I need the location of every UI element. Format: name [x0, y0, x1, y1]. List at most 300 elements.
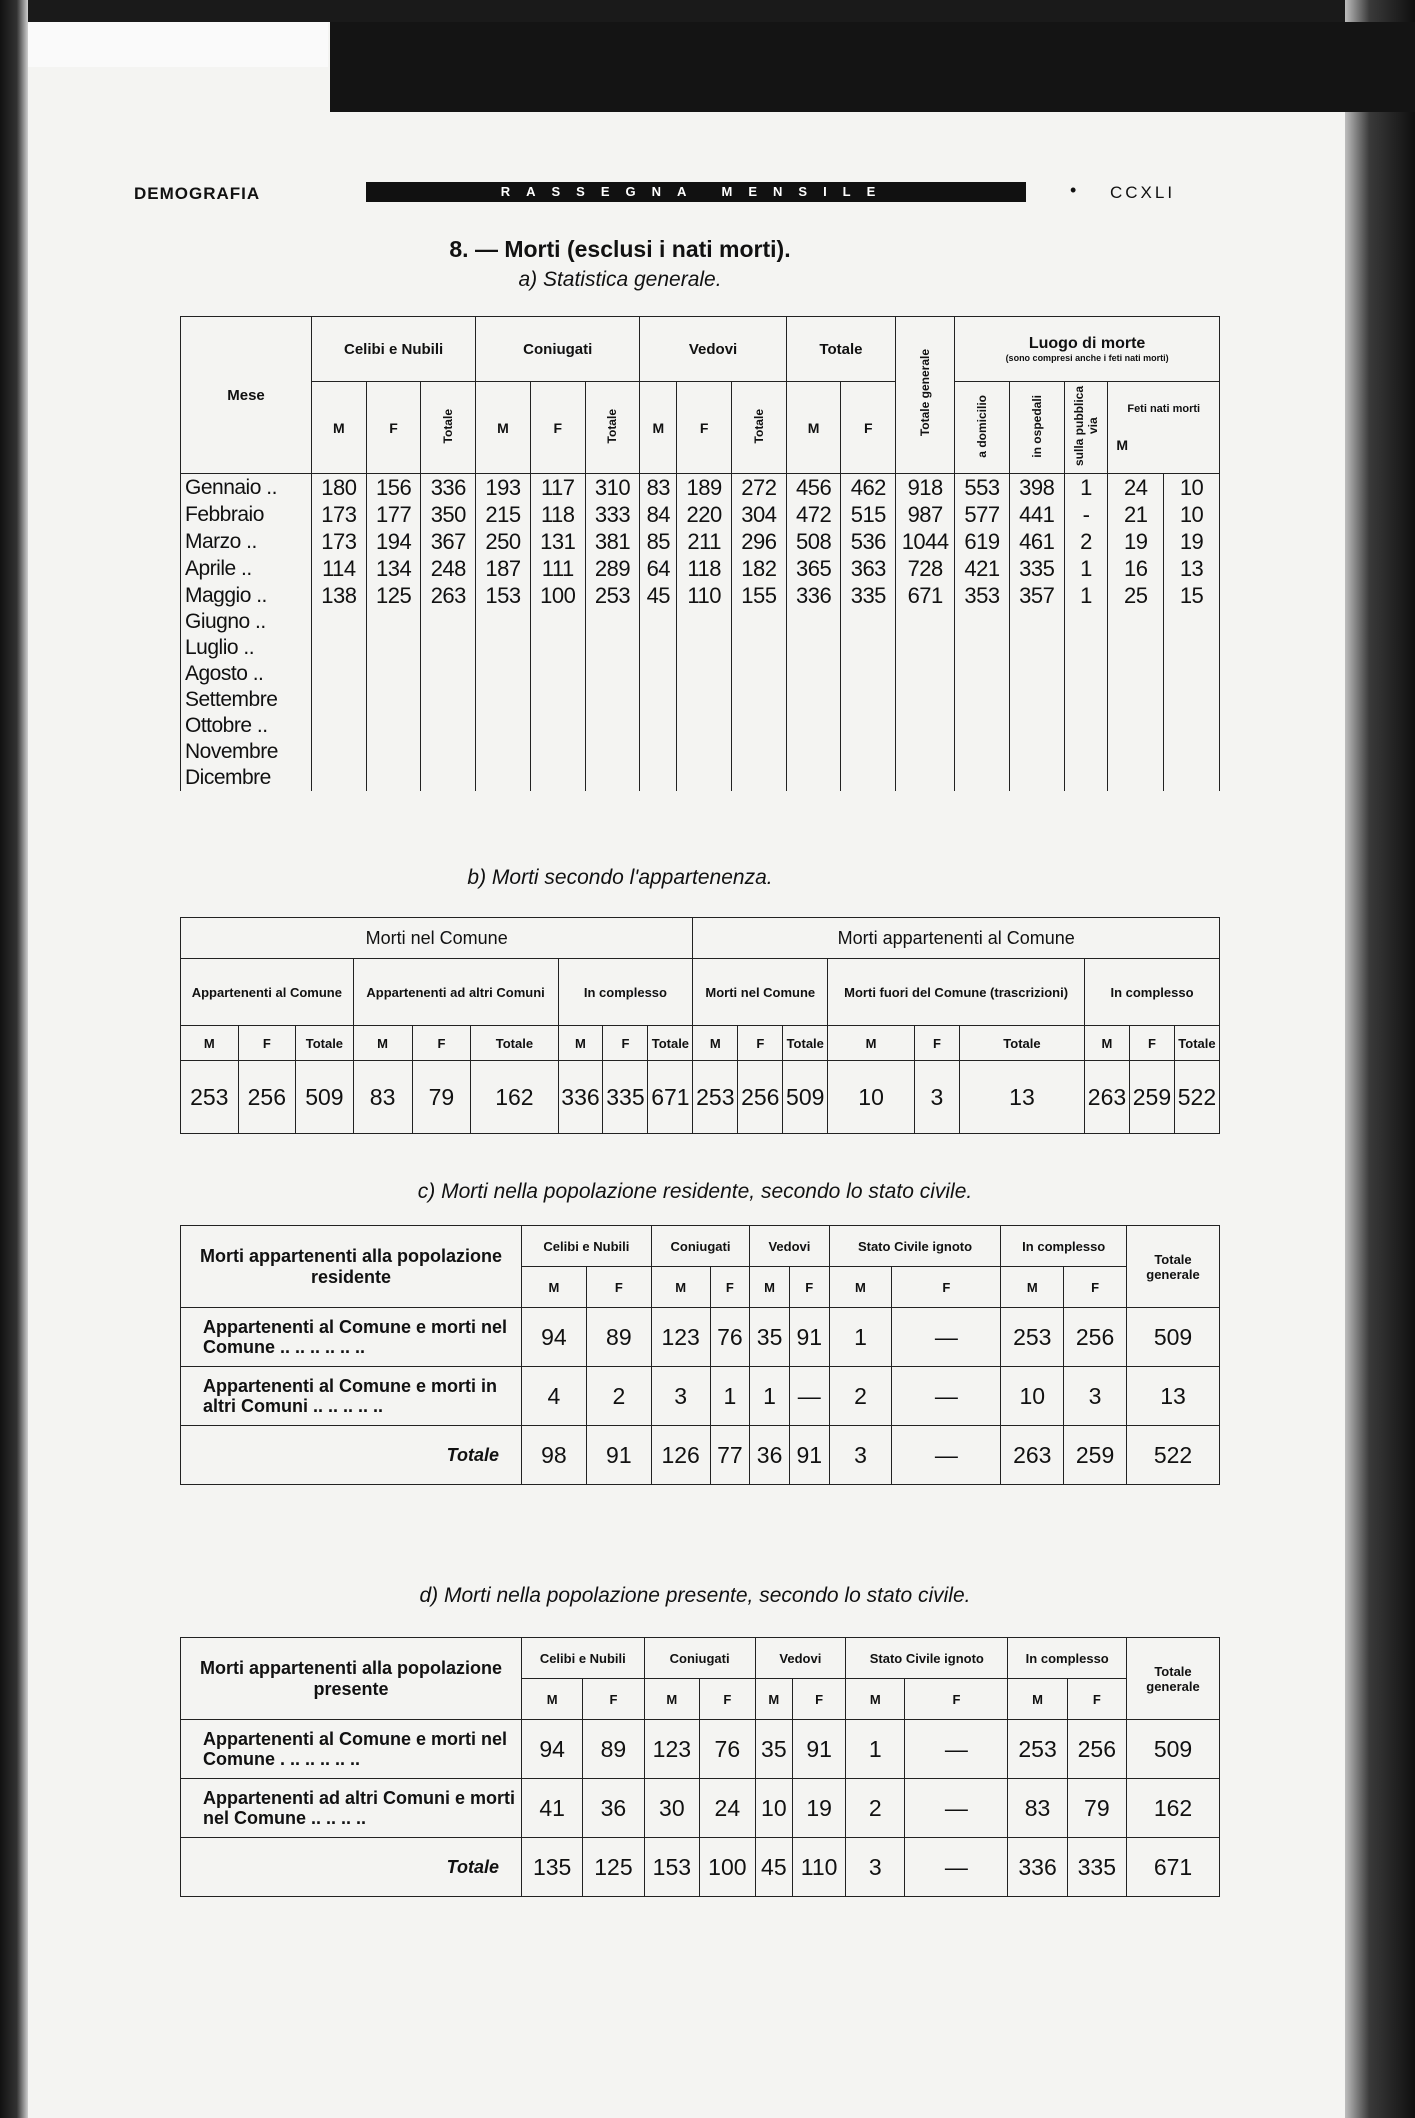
table-cell: 671 [896, 582, 955, 609]
table-cell: 363 [841, 555, 896, 582]
table-cell: 15 [1164, 582, 1220, 609]
table-cell: 2 [586, 1367, 651, 1426]
table-cell [640, 765, 677, 791]
table-cell: 263 [1001, 1426, 1064, 1485]
h-c-vedovi: Vedovi [750, 1226, 829, 1267]
table-cell [841, 635, 896, 661]
table-a-body [181, 474, 1220, 792]
table-cell: 126 [651, 1426, 710, 1485]
h-m: M [1008, 1679, 1067, 1720]
h-m: M [693, 1026, 738, 1061]
table-cell [1009, 713, 1064, 739]
h-c-coniugati: Coniugati [651, 1226, 749, 1267]
table-cell [841, 687, 896, 713]
table-cell: 77 [710, 1426, 750, 1485]
table-cell [530, 635, 585, 661]
month-label: Aprile .. [181, 555, 312, 582]
table-cell: 336 [1008, 1838, 1067, 1897]
journal-band: RASSEGNA MENSILE [366, 182, 1026, 202]
table-cell [677, 765, 732, 791]
row-label: Appartenenti al Comune e morti nel Comune . .. .. .. .. .. [181, 1720, 522, 1779]
table-cell: 304 [732, 501, 787, 528]
page-title: 8. — Morti (esclusi i nati morti). [449, 236, 791, 262]
table-cell: 522 [1174, 1061, 1219, 1134]
h-f: F [738, 1026, 783, 1061]
table-cell [312, 765, 367, 791]
table-cell: 10 [828, 1061, 915, 1134]
table-cell: 256 [738, 1061, 783, 1134]
table-cell [732, 635, 787, 661]
table-cell: 111 [530, 555, 585, 582]
table-cell [312, 609, 367, 635]
table-cell: 522 [1127, 1426, 1220, 1485]
table-cell: 79 [412, 1061, 471, 1134]
table-cell: 553 [955, 474, 1010, 502]
month-label: Giugno .. [181, 609, 312, 635]
table-cell: 91 [586, 1426, 651, 1485]
h-m: M [846, 1679, 905, 1720]
table-cell [476, 661, 531, 687]
table-cell [366, 687, 421, 713]
table-cell: — [905, 1720, 1008, 1779]
table-cell: 110 [677, 582, 732, 609]
table-cell [896, 739, 955, 765]
table-cell [1108, 713, 1164, 739]
h-app-altri: Appartenenti ad altri Comuni [353, 959, 558, 1026]
table-cell [732, 661, 787, 687]
table-cell: 272 [732, 474, 787, 502]
table-cell [312, 713, 367, 739]
luogo-note: (sono compresi anche i feti nati morti) [1005, 353, 1169, 363]
h-c-ignoto: Stato Civile ignoto [829, 1226, 1001, 1267]
table-cell: 1 [1064, 582, 1108, 609]
table-cell: 10 [1001, 1367, 1064, 1426]
table-cell [476, 739, 531, 765]
table-cell: 162 [471, 1061, 558, 1134]
h-vedovi-tot: Totale [732, 382, 787, 474]
table-cell [585, 661, 640, 687]
total-row [181, 1426, 1220, 1485]
table-cell [786, 635, 841, 661]
table-cell: 3 [651, 1367, 710, 1426]
h-f: F [1129, 1026, 1174, 1061]
table-cell: 336 [786, 582, 841, 609]
table-cell: 13 [959, 1061, 1084, 1134]
table-cell [732, 713, 787, 739]
table-cell: 194 [366, 528, 421, 555]
h-c-celibi: Celibi e Nubili [522, 1226, 652, 1267]
h-residente: Morti appartenenti alla popolazione residente [181, 1226, 522, 1308]
table-cell [366, 739, 421, 765]
table-cell: 100 [530, 582, 585, 609]
table-cell [1064, 687, 1108, 713]
table-cell: 1 [846, 1720, 905, 1779]
table-cell [312, 687, 367, 713]
table-cell [1164, 661, 1220, 687]
table-cell: - [1064, 501, 1108, 528]
table-cell: 76 [700, 1720, 756, 1779]
table-cell [640, 661, 677, 687]
table-cell [366, 635, 421, 661]
table-cell [1108, 609, 1164, 635]
table-cell: 1 [1064, 474, 1108, 502]
table-cell [585, 635, 640, 661]
table-cell [1108, 635, 1164, 661]
table-cell [841, 739, 896, 765]
h-m: M [558, 1026, 603, 1061]
h-tot: Totale [959, 1026, 1084, 1061]
h-m: M [522, 1679, 583, 1720]
table-row [181, 1720, 1220, 1779]
table-cell: 509 [1127, 1720, 1220, 1779]
table-cell: — [892, 1426, 1001, 1485]
h-f: F [789, 1267, 829, 1308]
table-cell: 155 [732, 582, 787, 609]
table-cell [530, 765, 585, 791]
table-cell [585, 739, 640, 765]
table-cell [1164, 687, 1220, 713]
table-cell [585, 765, 640, 791]
month-label: Novembre [181, 739, 312, 765]
table-cell [366, 661, 421, 687]
month-label: Gennaio .. [181, 474, 312, 502]
month-label: Dicembre [181, 765, 312, 791]
table-cell [530, 687, 585, 713]
table-cell [1009, 609, 1064, 635]
table-cell: 182 [732, 555, 787, 582]
h-morti-nel-comune: Morti nel Comune [181, 918, 693, 959]
table-cell [1064, 635, 1108, 661]
table-cell: 173 [312, 501, 367, 528]
table-cell [786, 713, 841, 739]
table-cell: 2 [846, 1779, 905, 1838]
h-f: F [793, 1679, 846, 1720]
table-cell: 76 [710, 1308, 750, 1367]
table-cell: 472 [786, 501, 841, 528]
scan-border-left [0, 0, 28, 2118]
table-row [181, 687, 1220, 713]
table-cell: 253 [585, 582, 640, 609]
table-cell: 177 [366, 501, 421, 528]
table-cell [1009, 635, 1064, 661]
table-cell [955, 687, 1010, 713]
total-label: Totale [181, 1426, 522, 1485]
table-cell [421, 713, 476, 739]
table-cell [476, 635, 531, 661]
table-cell: 381 [585, 528, 640, 555]
table-cell: 336 [421, 474, 476, 502]
table-c-body [181, 1308, 1220, 1485]
table-cell: 256 [238, 1061, 296, 1134]
table-cell [677, 713, 732, 739]
table-cell: — [892, 1367, 1001, 1426]
table-cell: 123 [644, 1720, 700, 1779]
table-cell [366, 609, 421, 635]
month-label: Maggio .. [181, 582, 312, 609]
table-cell: 10 [1164, 474, 1220, 502]
table-cell: 19 [793, 1779, 846, 1838]
page-number: CCXLI [1110, 183, 1176, 202]
table-cell [1064, 765, 1108, 791]
table-cell: 508 [786, 528, 841, 555]
table-cell: 353 [955, 582, 1010, 609]
table-cell: 365 [786, 555, 841, 582]
table-cell: 253 [1008, 1720, 1067, 1779]
table-cell [1009, 765, 1064, 791]
table-cell [312, 661, 367, 687]
table-cell [1164, 739, 1220, 765]
table-b-mf-row [181, 1026, 1220, 1061]
h-c-totale-generale: Totale generale [1127, 1226, 1220, 1308]
table-row [181, 713, 1220, 739]
h-m: M [828, 1026, 915, 1061]
table-cell: — [789, 1367, 829, 1426]
table-row [181, 1308, 1220, 1367]
table-cell [896, 765, 955, 791]
table-cell: 350 [421, 501, 476, 528]
table-cell [1009, 687, 1064, 713]
col-totale-generale: Totale generale [896, 317, 955, 474]
table-cell: 10 [1164, 501, 1220, 528]
table-row [181, 555, 1220, 582]
table-presente [180, 1637, 1220, 1897]
table-cell: 117 [530, 474, 585, 502]
table-cell: 671 [1127, 1838, 1220, 1897]
month-label: Settembre [181, 687, 312, 713]
table-cell: — [892, 1308, 1001, 1367]
table-cell: 36 [583, 1779, 644, 1838]
h-in-complesso-2: In complesso [1085, 959, 1220, 1026]
table-cell [366, 765, 421, 791]
table-cell: 333 [585, 501, 640, 528]
table-cell [786, 661, 841, 687]
table-cell: 918 [896, 474, 955, 502]
table-cell: 64 [640, 555, 677, 582]
h-ospedali: in ospedali [1009, 382, 1064, 474]
col-totale: Totale [786, 317, 895, 382]
h-celibi-m: M [312, 382, 367, 474]
h-m: M [181, 1026, 239, 1061]
col-mese: Mese [181, 317, 312, 474]
month-label: Luglio .. [181, 635, 312, 661]
table-row [181, 528, 1220, 555]
table-cell: 253 [181, 1061, 239, 1134]
table-row [181, 474, 1220, 502]
table-row [181, 661, 1220, 687]
total-label: Totale [181, 1838, 522, 1897]
table-cell: 357 [1009, 582, 1064, 609]
table-cell: 83 [353, 1061, 412, 1134]
table-cell: 89 [583, 1720, 644, 1779]
h-morti-nel: Morti nel Comune [693, 959, 828, 1026]
h-m: M [1085, 1026, 1130, 1061]
table-cell: 536 [841, 528, 896, 555]
row-label: Appartenenti ad altri Comuni e morti nel Comune .. .. .. .. [181, 1779, 522, 1838]
table-cell: 13 [1127, 1367, 1220, 1426]
h-m: M [1001, 1267, 1064, 1308]
table-cell: 3 [914, 1061, 959, 1134]
table-cell [677, 661, 732, 687]
table-cell: — [905, 1779, 1008, 1838]
table-cell [1164, 609, 1220, 635]
table-cell: 10 [755, 1779, 792, 1838]
month-label: Ottobre .. [181, 713, 312, 739]
table-row [181, 609, 1220, 635]
h-tot: Totale [648, 1026, 693, 1061]
section-a-title: a) Statistica generale. [518, 268, 722, 291]
table-cell: 461 [1009, 528, 1064, 555]
table-cell [640, 739, 677, 765]
table-cell [366, 713, 421, 739]
table-cell [896, 609, 955, 635]
table-cell: 35 [755, 1720, 792, 1779]
table-cell: 94 [522, 1720, 583, 1779]
table-cell: 118 [677, 555, 732, 582]
table-cell [786, 609, 841, 635]
table-cell: 45 [640, 582, 677, 609]
h-presente: Morti appartenenti alla popolazione presente [181, 1638, 522, 1720]
table-cell [1064, 609, 1108, 635]
h-tot: Totale [1174, 1026, 1219, 1061]
table-cell [896, 713, 955, 739]
table-cell: 398 [1009, 474, 1064, 502]
table-cell: 100 [700, 1838, 756, 1897]
h-f: F [1064, 1267, 1127, 1308]
table-cell [841, 661, 896, 687]
h-f: F [914, 1026, 959, 1061]
month-label: Marzo .. [181, 528, 312, 555]
table-cell: 259 [1064, 1426, 1127, 1485]
table-cell: 441 [1009, 501, 1064, 528]
total-row [181, 1838, 1220, 1897]
table-cell [786, 687, 841, 713]
table-cell [640, 609, 677, 635]
h-tot: Totale [296, 1026, 354, 1061]
table-cell [476, 713, 531, 739]
h-c-complesso: In complesso [1001, 1226, 1127, 1267]
table-cell: 253 [693, 1061, 738, 1134]
table-cell [476, 765, 531, 791]
feti-label: Feti nati morti [1127, 402, 1201, 415]
table-cell: 110 [793, 1838, 846, 1897]
h-totale-m: M [786, 382, 841, 474]
table-cell: 16 [1108, 555, 1164, 582]
table-cell: 256 [1064, 1308, 1127, 1367]
table-cell: 187 [476, 555, 531, 582]
table-cell [955, 765, 1010, 791]
table-cell: 24 [700, 1779, 756, 1838]
table-cell: 987 [896, 501, 955, 528]
table-row [181, 1367, 1220, 1426]
table-cell [786, 765, 841, 791]
h-m: M [651, 1267, 710, 1308]
h-f: F [238, 1026, 296, 1061]
table-cell [530, 661, 585, 687]
scan-paper-corner [28, 22, 328, 67]
h-celibi-f: F [366, 382, 421, 474]
table-cell [585, 713, 640, 739]
table-cell [677, 609, 732, 635]
h-f: F [412, 1026, 471, 1061]
table-cell [312, 739, 367, 765]
h-coniugati-m: M [476, 382, 531, 474]
table-cell [640, 687, 677, 713]
table-cell [677, 687, 732, 713]
month-label: Febbraio [181, 501, 312, 528]
h-f: F [1067, 1679, 1126, 1720]
h-f: F [586, 1267, 651, 1308]
table-cell [312, 635, 367, 661]
table-cell: 91 [789, 1308, 829, 1367]
table-cell: 36 [750, 1426, 790, 1485]
table-cell [841, 713, 896, 739]
table-cell: 335 [1067, 1838, 1126, 1897]
h-f: F [583, 1679, 644, 1720]
table-cell: 189 [677, 474, 732, 502]
h-m: M [829, 1267, 892, 1308]
table-cell [1009, 661, 1064, 687]
h-d-complesso: In complesso [1008, 1638, 1127, 1679]
table-cell [732, 687, 787, 713]
table-cell [530, 609, 585, 635]
table-cell [896, 661, 955, 687]
h-d-vedovi: Vedovi [755, 1638, 846, 1679]
table-cell: 125 [366, 582, 421, 609]
feti-m: M [1116, 436, 1129, 453]
table-row [181, 501, 1220, 528]
month-label: Agosto .. [181, 661, 312, 687]
table-cell: 114 [312, 555, 367, 582]
luogo-title: Luogo di morte [1028, 335, 1146, 352]
table-cell: 577 [955, 501, 1010, 528]
h-m: M [750, 1267, 790, 1308]
table-cell: 456 [786, 474, 841, 502]
table-d-body [181, 1720, 1220, 1897]
h-via: sulla pubblica via [1064, 382, 1108, 474]
table-cell [955, 713, 1010, 739]
table-cell [677, 739, 732, 765]
table-cell: 619 [955, 528, 1010, 555]
table-cell [530, 713, 585, 739]
table-cell: 94 [522, 1308, 587, 1367]
table-cell: 515 [841, 501, 896, 528]
table-row [181, 582, 1220, 609]
h-m: M [755, 1679, 792, 1720]
h-f: F [710, 1267, 750, 1308]
table-statistica-generale [180, 316, 1220, 791]
table-cell [1064, 739, 1108, 765]
h-feti [1108, 382, 1220, 474]
table-cell [896, 635, 955, 661]
table-cell: 156 [366, 474, 421, 502]
table-cell: 1 [1064, 555, 1108, 582]
table-cell: 335 [841, 582, 896, 609]
h-d-coniugati: Coniugati [644, 1638, 755, 1679]
table-cell [640, 635, 677, 661]
h-m: M [353, 1026, 412, 1061]
table-cell: 509 [783, 1061, 828, 1134]
table-cell [585, 687, 640, 713]
table-cell [421, 609, 476, 635]
col-coniugati: Coniugati [476, 317, 640, 382]
table-appartenenza [180, 917, 1220, 1134]
scan-border-top [0, 0, 1415, 22]
table-cell [677, 635, 732, 661]
table-row [181, 1779, 1220, 1838]
h-f: F [905, 1679, 1008, 1720]
table-cell [732, 765, 787, 791]
table-cell: 131 [530, 528, 585, 555]
